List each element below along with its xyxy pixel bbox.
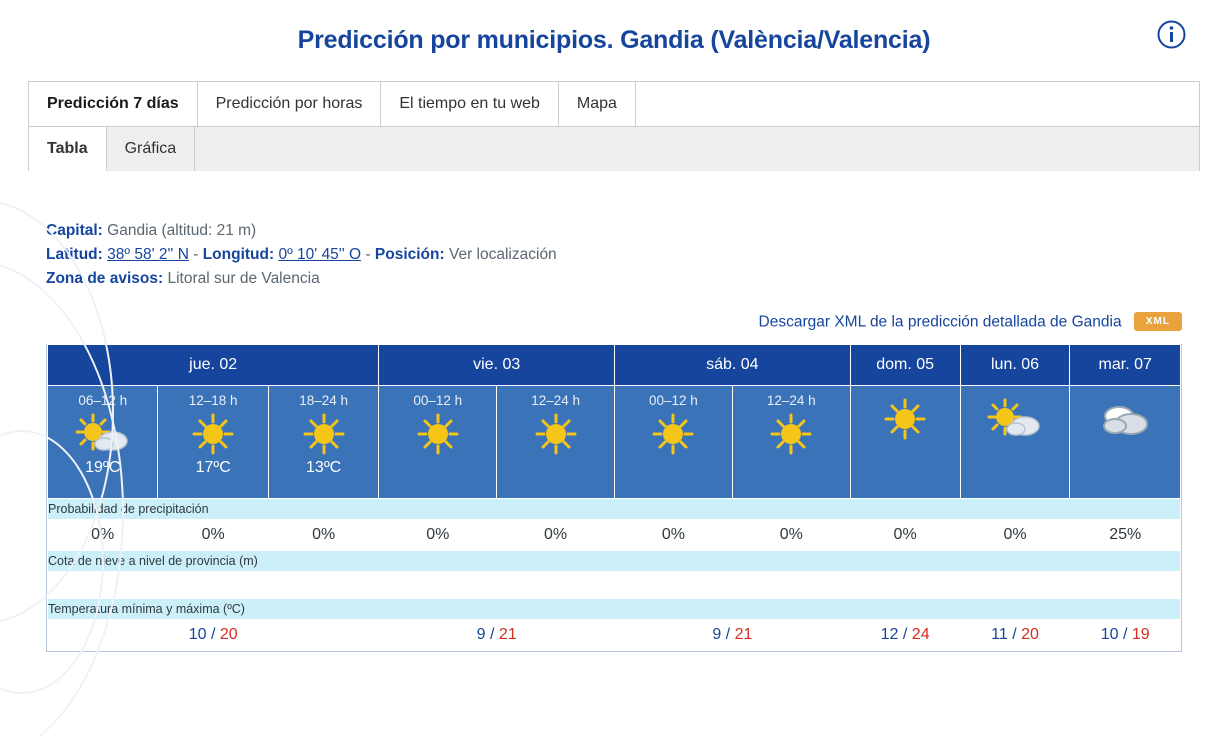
period-temperature: 13ºC <box>306 459 342 477</box>
subtab-bar <box>29 126 1199 171</box>
position-value[interactable]: Ver localización <box>448 246 557 264</box>
sun-icon <box>269 411 378 457</box>
period-label: 12–24 h <box>766 393 816 409</box>
page-title: Predicción por municipios. Gandia (València/Valencia) <box>297 26 931 54</box>
temp-max: 21 <box>498 626 517 644</box>
row-label: Temperatura mínima y máxima (ºC) <box>48 599 1181 620</box>
sun-icon <box>615 411 732 457</box>
temp-separator: / <box>902 626 908 644</box>
period-temperature <box>379 459 496 465</box>
temp-minmax-cell <box>615 620 851 651</box>
tab-bar-filler <box>636 82 1199 126</box>
subtab-grafica[interactable]: Gráfica <box>107 127 196 171</box>
period-cell <box>48 386 158 499</box>
day-header-vie-03: vie. 03 <box>379 345 615 386</box>
longitude-label: Longitud <box>202 246 269 264</box>
day-header-sab-04: sáb. 04 <box>615 345 851 386</box>
row-label-temperature <box>48 599 1181 620</box>
day-header-mar-07: mar. 07 <box>1070 345 1181 386</box>
forecast-table <box>47 344 1181 651</box>
capital-line <box>46 219 1228 243</box>
temp-min: 9 <box>476 626 486 644</box>
location-metadata <box>46 219 1228 291</box>
sun-behind-cloud-icon <box>48 411 157 457</box>
period-cell <box>379 386 497 499</box>
capital-value: Gandia (altitud: 21 m) <box>107 222 257 239</box>
snow-value <box>850 572 960 599</box>
period-temperature <box>961 444 1070 450</box>
precip-value: 25% <box>1070 520 1181 551</box>
snow-value <box>960 572 1070 599</box>
temp-max: 19 <box>1131 626 1150 644</box>
temp-max: 24 <box>911 626 930 644</box>
warning-zone-value: Litoral sur de Valencia <box>167 270 320 288</box>
precip-value: 0% <box>379 520 497 551</box>
temp-separator: / <box>1123 626 1128 644</box>
precip-value: 0% <box>615 520 733 551</box>
sun-behind-cloud-icon <box>961 396 1070 442</box>
period-label: 18–24 h <box>299 393 349 409</box>
coord-separator-2: - <box>365 246 371 264</box>
period-temperature: 19ºC <box>85 459 121 477</box>
period-label <box>961 386 1070 393</box>
subtab-tabla[interactable]: Tabla <box>29 127 107 171</box>
snow-value <box>497 572 615 599</box>
period-temperature <box>615 459 732 465</box>
temp-max: 21 <box>734 626 753 644</box>
info-circle-icon[interactable] <box>1157 20 1186 49</box>
period-label: 06–12 h <box>78 393 128 409</box>
row-values-snow-level <box>48 572 1181 599</box>
temp-minmax-cell <box>48 620 379 651</box>
snow-value <box>158 572 268 599</box>
xml-badge-button[interactable]: XML <box>1134 312 1182 331</box>
period-cell <box>732 386 850 499</box>
precip-value: 0% <box>850 520 960 551</box>
period-cell <box>850 386 960 499</box>
forecast-table-container <box>46 344 1182 652</box>
snow-value <box>732 572 850 599</box>
temp-min: 12 <box>880 626 899 644</box>
precip-value: 0% <box>732 520 850 551</box>
period-temperature <box>733 459 850 465</box>
tab-bar <box>29 82 1199 126</box>
day-header-lun-06: lun. 06 <box>960 345 1070 386</box>
subtab-bar-filler <box>195 127 1199 171</box>
period-label: 00–12 h <box>649 393 698 409</box>
period-cell <box>497 386 615 499</box>
temp-separator: / <box>210 626 216 644</box>
sun-icon <box>851 396 960 442</box>
row-label: Cota de nieve a nivel de provincia (m) <box>48 551 1181 572</box>
latitude-label: Latitud <box>46 246 98 264</box>
temp-minmax-cell <box>960 620 1070 651</box>
capital-label: Capital: <box>46 222 103 239</box>
period-label: 12–18 h <box>188 393 238 409</box>
precip-value: 0% <box>268 520 378 551</box>
sun-icon <box>497 411 614 457</box>
period-temperature: 17ºC <box>195 459 231 477</box>
temp-minmax-cell <box>379 620 615 651</box>
temp-separator: / <box>1012 626 1017 644</box>
temp-min: 11 <box>991 626 1008 644</box>
period-cell <box>960 386 1070 499</box>
warning-zone-line: Zona de avisos: Litoral sur de Valencia <box>46 270 320 288</box>
temp-max: 20 <box>219 626 238 644</box>
sun-icon <box>158 411 267 457</box>
snow-value <box>268 572 378 599</box>
period-cell <box>158 386 268 499</box>
xml-download-text[interactable]: Descargar XML de la predicción detallada de Gandia <box>758 313 1122 331</box>
temp-separator: / <box>725 626 731 644</box>
xml-download-row <box>0 313 1182 332</box>
latitude-link[interactable]: 38º 58' 2'' N <box>107 246 189 264</box>
row-label-snow-level <box>48 551 1181 572</box>
row-values-temperature <box>48 620 1181 651</box>
period-temperature <box>497 459 614 465</box>
snow-value <box>1070 572 1181 599</box>
temp-min: 9 <box>712 626 722 644</box>
row-label: Probabilidad de precipitación <box>48 499 1181 520</box>
day-header-row <box>48 345 1181 386</box>
temp-min: 10 <box>188 626 207 644</box>
tab-prediccion-7-dias[interactable]: Predicción 7 días <box>29 82 198 126</box>
period-label <box>1070 386 1180 393</box>
snow-value <box>379 572 497 599</box>
coord-separator: - <box>193 246 199 264</box>
period-row <box>48 386 1181 499</box>
warning-zone-label: Zona de avisos <box>46 270 158 288</box>
day-header-dom-05: dom. 05 <box>850 345 960 386</box>
day-header-jue-02: jue. 02 <box>48 345 379 386</box>
temp-minmax-cell <box>850 620 960 651</box>
snow-value <box>615 572 733 599</box>
temp-max: 20 <box>1021 626 1039 644</box>
precip-value: 0% <box>158 520 268 551</box>
tab-prediccion-por-horas[interactable]: Predicción por horas <box>198 82 382 126</box>
period-temperature <box>851 444 960 450</box>
position-label: Posición <box>374 246 440 264</box>
tab-mapa[interactable]: Mapa <box>559 82 636 126</box>
period-label: 00–12 h <box>413 393 463 409</box>
tab-bar-container <box>28 81 1200 171</box>
precip-value: 0% <box>497 520 615 551</box>
precip-value: 0% <box>48 520 158 551</box>
precip-value: 0% <box>960 520 1070 551</box>
sun-icon <box>733 411 850 457</box>
temp-separator: / <box>490 626 495 644</box>
temp-minmax-cell <box>1070 620 1181 651</box>
sun-icon <box>379 411 496 457</box>
tab-el-tiempo-en-tu-web[interactable]: El tiempo en tu web <box>381 82 559 126</box>
period-temperature <box>1070 444 1180 450</box>
period-cell <box>615 386 733 499</box>
row-label-precipitation <box>48 499 1181 520</box>
cloudy-icon <box>1070 396 1180 442</box>
period-label: 12–24 h <box>531 393 580 409</box>
period-cell <box>1070 386 1181 499</box>
row-values-precipitation <box>48 520 1181 551</box>
coordinates-line: Latitud: 38º 58' 2'' N - Longitud: 0º 10' 45'' O - Posición: Ver localización <box>46 246 557 264</box>
longitude-link[interactable]: 0º 10' 45'' O <box>278 246 362 264</box>
temp-min: 10 <box>1100 626 1119 644</box>
period-label <box>851 386 960 393</box>
snow-value <box>48 572 158 599</box>
period-cell <box>268 386 378 499</box>
